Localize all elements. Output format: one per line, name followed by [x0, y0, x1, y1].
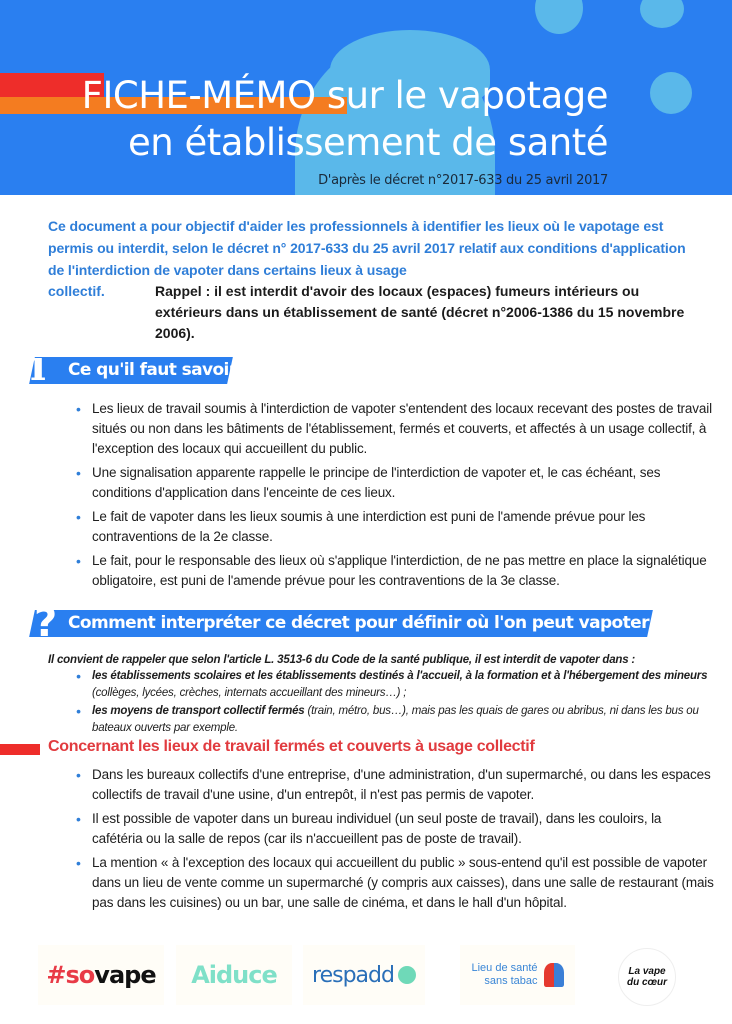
list-item: • Dans les bureaux collectifs d'une entreprise, d'une administration, d'un supermarché, ou dans les espaces collectifs de travail d'une usine, d'un entrepôt, il n'est pas permis de vapoter.	[74, 765, 714, 805]
rappel-note: Rappel : il est interdit d'avoir des locaux (espaces) fumeurs intérieurs ou extérieurs dans un établissement de santé (décret n°2006-1386 du 15 novembre 2006).	[155, 283, 685, 341]
list-item: • Le fait de vapoter dans les lieux soumis à une interdiction est puni de l'amende prévue pour les contraventions de la 2e classe.	[74, 507, 714, 547]
intro-paragraph: Ce document a pour objectif d'aider les professionnels à identifier les lieux où le vapotage est permis ou interdit, selon le décret n° 2017-633 du 25 avril 2017 relatif aux conditions d'application de l'interdiction de vapoter dans certains lieux à usage	[48, 218, 686, 278]
lieux-travail-list	[74, 765, 714, 917]
vape-coeur-line-2: du cœur	[627, 977, 667, 988]
section-title-lieux-travail: Concernant les lieux de travail fermés et couverts à usage collectif	[48, 738, 535, 755]
page-title	[82, 72, 608, 166]
respadd-logo-text: respadd	[312, 962, 394, 988]
vape-coeur-text	[627, 966, 667, 988]
la-vape-du-coeur-logo	[618, 948, 676, 1006]
partner-logos	[0, 945, 732, 1015]
list-item	[74, 703, 724, 737]
question-icon: ?	[34, 600, 58, 646]
list-item: • Il est possible de vapoter dans un bureau individuel (un seul poste de travail), dans les couloirs, la cafétéria ou la salle de repos (car ils n'accueillent pas de poste de travail).	[74, 809, 714, 849]
list-item-detail: (train, métro, bus…), mais pas les quais de gares ou abribus, ni dans les bus ou bateaux ouverts par exemple.	[92, 705, 699, 734]
title-line-2: en établissement de santé	[128, 121, 608, 164]
section-title-interpreter: Comment interpréter ce décret pour définir où l'on peut vapoter ?	[68, 613, 664, 633]
savoir-list	[74, 399, 714, 595]
section-title-savoir: Ce qu'il faut savoir	[68, 360, 237, 380]
list-item: • La mention « à l'exception des locaux qui accueillent du public » sous-entend qu'il est possible de vapoter dans un lieu de vente comme un supermarché (y compris aux caisses), dans une salle de restaurant (mais pas dans les cuisines) ou un bar, une salle de cinéma, et dans le hall d'un hôpital.	[74, 853, 714, 913]
intro-paragraph-end: collectif.	[48, 283, 105, 299]
people-icon	[544, 963, 564, 987]
vape-coeur-line-1: La vape	[628, 966, 666, 977]
page-subtitle: D'après le décret n°2017-633 du 25 avril 2017	[318, 173, 608, 188]
lieu-sante-sans-tabac-logo	[460, 945, 575, 1005]
header-banner	[0, 0, 732, 195]
list-item: • Le fait, pour le responsable des lieux où s'applique l'interdiction, de ne pas mettre en place la signalétique obligatoire, est puni de l'amende prévue pour les contraventions de la 3e classe.	[74, 551, 714, 591]
lieu-sante-line-2: sans tabac	[484, 975, 538, 987]
decorative-red-marker	[0, 744, 40, 755]
respadd-chart-icon	[398, 966, 416, 984]
list-item	[74, 668, 724, 702]
info-icon: i	[30, 341, 46, 390]
decorative-bubble	[650, 72, 692, 114]
list-item: • Les lieux de travail soumis à l'interdiction de vapoter s'entendent des locaux recevant des postes de travail situés ou non dans les bâtiments de l'établissement, fermés et couverts, et affectés à un usage collectif, à l'exception des locaux qui accueillent du public.	[74, 399, 714, 459]
decorative-bubble	[535, 0, 583, 34]
aiduce-logo: Aiduce	[176, 945, 292, 1005]
sovape-logo-hash: #so	[46, 961, 95, 989]
interdictions-list	[74, 668, 724, 738]
list-item-bold: les établissements scolaires et les établissements destinés à l'accueil, à la formation et à l'hébergement des mineurs	[92, 670, 708, 682]
list-item: • Une signalisation apparente rappelle le principe de l'interdiction de vapoter et, le cas échéant, ses conditions d'application dans l'enceinte de ces lieux.	[74, 463, 714, 503]
lieu-sante-line-1: Lieu de santé	[471, 962, 538, 974]
sovape-logo-text: vape	[94, 961, 156, 989]
article-reference: Il convient de rappeler que selon l'article L. 3513-6 du Code de la santé publique, il est interdit de vapoter dans :	[48, 654, 636, 666]
title-line-1: FICHE-MÉMO sur le vapotage	[81, 74, 608, 117]
decorative-bubble	[640, 0, 684, 28]
lieu-sante-text	[471, 962, 537, 988]
list-item-bold: les moyens de transport collectif fermés	[92, 705, 305, 717]
respadd-logo	[303, 945, 425, 1005]
list-item-detail: (collèges, lycées, crèches, internats accueillant des mineurs…) ;	[92, 687, 407, 699]
sovape-logo	[38, 945, 164, 1005]
